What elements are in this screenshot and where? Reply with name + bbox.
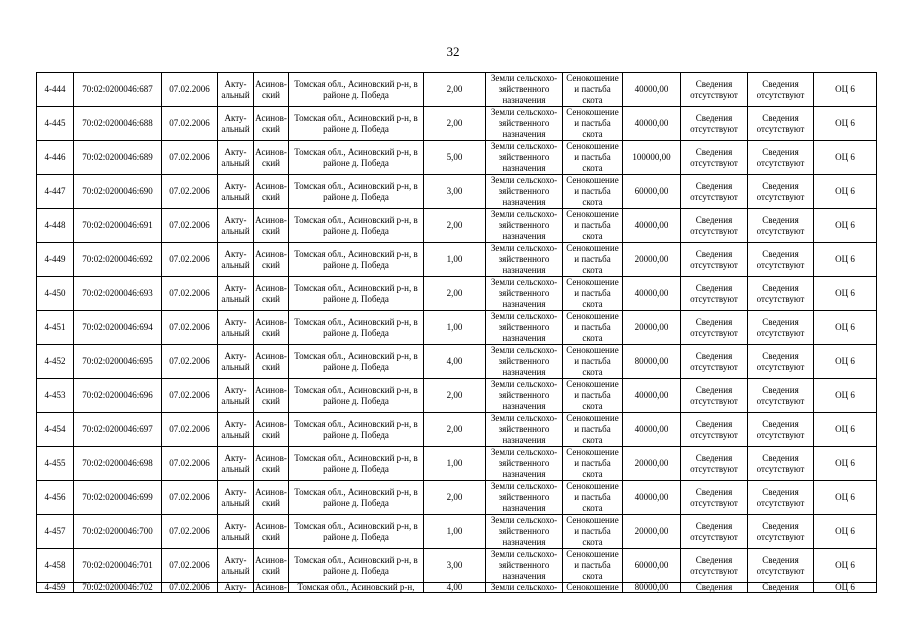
encumbrance-info-cell: Сведения отсутствуют xyxy=(748,481,814,515)
cadastral-number-cell: 70:02:0200046:698 xyxy=(74,447,162,481)
encumbrance-info-cell: Сведения отсутствуют xyxy=(748,73,814,107)
page-number: 32 xyxy=(446,44,460,59)
district-cell: Асинов-ский xyxy=(254,311,289,345)
district-cell: Асинов-ский xyxy=(254,345,289,379)
location-cell: Томская обл., Асиновский р-н, в районе д. Победа xyxy=(289,515,424,549)
rights-info-cell: Сведения отсутствуют xyxy=(681,379,748,413)
table-body xyxy=(37,73,877,593)
encumbrance-info-cell: Сведения отсутствуют xyxy=(748,311,814,345)
land-category-cell: Земли сельскохо- xyxy=(486,583,563,593)
registration-date-cell: 07.02.2006 xyxy=(162,73,218,107)
registration-date-cell: 07.02.2006 xyxy=(162,243,218,277)
location-cell: Томская обл., Асиновский р-н, в районе д. Победа xyxy=(289,311,424,345)
valuation-code-cell: ОЦ 6 xyxy=(814,583,877,593)
location-cell: Томская обл., Асиновский р-н, в районе д. Победа xyxy=(289,73,424,107)
row-number-cell: 4-455 xyxy=(37,447,74,481)
cadastral-value-cell: 60000,00 xyxy=(623,549,681,583)
valuation-code-cell: ОЦ 6 xyxy=(814,481,877,515)
row-number-cell: 4-456 xyxy=(37,481,74,515)
cadastral-value-cell: 20000,00 xyxy=(623,243,681,277)
cadastral-value-cell: 20000,00 xyxy=(623,515,681,549)
land-category-cell: Земли сельскохо-зяйственного назначения xyxy=(486,413,563,447)
land-category-cell: Земли сельскохо-зяйственного назначения xyxy=(486,311,563,345)
valuation-code-cell: ОЦ 6 xyxy=(814,345,877,379)
area-cell: 2,00 xyxy=(424,73,486,107)
cadastral-number-cell: 70:02:0200046:702 xyxy=(74,583,162,593)
table-row xyxy=(37,481,877,515)
permitted-use-cell: Сенокошение и пастьба скота xyxy=(563,345,623,379)
area-cell: 1,00 xyxy=(424,515,486,549)
rights-info-cell: Сведения отсутствуют xyxy=(681,209,748,243)
valuation-code-cell: ОЦ 6 xyxy=(814,447,877,481)
row-number-cell: 4-447 xyxy=(37,175,74,209)
encumbrance-info-cell: Сведения отсутствуют xyxy=(748,379,814,413)
cadastral-value-cell: 40000,00 xyxy=(623,413,681,447)
area-cell: 3,00 xyxy=(424,549,486,583)
valuation-code-cell: ОЦ 6 xyxy=(814,141,877,175)
cadastral-number-cell: 70:02:0200046:689 xyxy=(74,141,162,175)
table-row xyxy=(37,311,877,345)
status-cell: Акту-альный xyxy=(218,175,254,209)
valuation-code-cell: ОЦ 6 xyxy=(814,209,877,243)
status-cell: Акту-альный xyxy=(218,277,254,311)
area-cell: 2,00 xyxy=(424,481,486,515)
row-number-cell: 4-446 xyxy=(37,141,74,175)
table-row xyxy=(37,549,877,583)
registration-date-cell: 07.02.2006 xyxy=(162,141,218,175)
rights-info-cell: Сведения отсутствуют xyxy=(681,481,748,515)
cadastral-value-cell: 40000,00 xyxy=(623,107,681,141)
rights-info-cell: Сведения отсутствуют xyxy=(681,243,748,277)
cadastral-value-cell: 20000,00 xyxy=(623,311,681,345)
rights-info-cell: Сведения отсутствуют xyxy=(681,107,748,141)
permitted-use-cell: Сенокошение и пастьба скота xyxy=(563,209,623,243)
table-row xyxy=(37,209,877,243)
permitted-use-cell: Сенокошение xyxy=(563,583,623,593)
location-cell: Томская обл., Асиновский р-н, xyxy=(289,583,424,593)
location-cell: Томская обл., Асиновский р-н, в районе д. Победа xyxy=(289,175,424,209)
table-row xyxy=(37,515,877,549)
district-cell: Асинов-ский xyxy=(254,277,289,311)
cadastral-number-cell: 70:02:0200046:687 xyxy=(74,73,162,107)
cadastral-number-cell: 70:02:0200046:701 xyxy=(74,549,162,583)
rights-info-cell: Сведения отсутствуют xyxy=(681,515,748,549)
row-number-cell: 4-452 xyxy=(37,345,74,379)
rights-info-cell: Сведения отсутствуют xyxy=(681,73,748,107)
permitted-use-cell: Сенокошение и пастьба скота xyxy=(563,175,623,209)
location-cell: Томская обл., Асиновский р-н, в районе д. Победа xyxy=(289,413,424,447)
status-cell: Акту-альный xyxy=(218,209,254,243)
land-category-cell: Земли сельскохо-зяйственного назначения xyxy=(486,481,563,515)
registration-date-cell: 07.02.2006 xyxy=(162,549,218,583)
registration-date-cell: 07.02.2006 xyxy=(162,447,218,481)
cadastral-value-cell: 80000,00 xyxy=(623,345,681,379)
cadastral-value-cell: 40000,00 xyxy=(623,379,681,413)
registration-date-cell: 07.02.2006 xyxy=(162,277,218,311)
district-cell: Асинов-ский xyxy=(254,107,289,141)
valuation-code-cell: ОЦ 6 xyxy=(814,107,877,141)
permitted-use-cell: Сенокошение и пастьба скота xyxy=(563,413,623,447)
area-cell: 4,00 xyxy=(424,583,486,593)
location-cell: Томская обл., Асиновский р-н, в районе д. Победа xyxy=(289,243,424,277)
cadastral-value-cell: 40000,00 xyxy=(623,277,681,311)
cadastral-value-cell: 40000,00 xyxy=(623,209,681,243)
registration-date-cell: 07.02.2006 xyxy=(162,481,218,515)
status-cell: Акту-альный xyxy=(218,379,254,413)
district-cell: Асинов-ский xyxy=(254,379,289,413)
status-cell: Акту- xyxy=(218,583,254,593)
permitted-use-cell: Сенокошение и пастьба скота xyxy=(563,107,623,141)
area-cell: 2,00 xyxy=(424,277,486,311)
location-cell: Томская обл., Асиновский р-н, в районе д. Победа xyxy=(289,107,424,141)
district-cell: Асинов- xyxy=(255,582,287,592)
cadastral-value-cell: 40000,00 xyxy=(623,73,681,107)
status-cell: Акту-альный xyxy=(218,73,254,107)
location-cell: Томская обл., Асиновский р-н, в районе д. Победа xyxy=(289,277,424,311)
location-cell: Томская обл., Асиновский р-н, в районе д. Победа xyxy=(289,447,424,481)
area-cell: 5,00 xyxy=(424,141,486,175)
status-cell: Акту-альный xyxy=(218,345,254,379)
area-cell: 2,00 xyxy=(424,379,486,413)
district-cell: Асинов-ский xyxy=(254,243,289,277)
valuation-code-cell: ОЦ 6 xyxy=(814,379,877,413)
status-cell: Акту-альный xyxy=(218,481,254,515)
table-row xyxy=(37,413,877,447)
valuation-code-cell: ОЦ 6 xyxy=(814,243,877,277)
land-category-cell: Земли сельскохо-зяйственного назначения xyxy=(486,447,563,481)
cadastral-number-cell: 70:02:0200046:693 xyxy=(74,277,162,311)
land-category-cell: Земли сельскохо-зяйственного назначения xyxy=(486,141,563,175)
encumbrance-info-cell: Сведения отсутствуют xyxy=(748,447,814,481)
table-row xyxy=(37,379,877,413)
permitted-use-cell: Сенокошение и пастьба скота xyxy=(563,277,623,311)
row-number-cell: 4-449 xyxy=(37,243,74,277)
cadastral-value-cell: 60000,00 xyxy=(623,175,681,209)
cadastral-number-cell: 70:02:0200046:688 xyxy=(74,107,162,141)
location-cell: Томская обл., Асиновский р-н, в районе д. Победа xyxy=(289,549,424,583)
registration-date-cell: 07.02.2006 xyxy=(162,209,218,243)
registration-date-cell: 07.02.2006 xyxy=(162,515,218,549)
valuation-code-cell: ОЦ 6 xyxy=(814,515,877,549)
land-category-cell: Земли сельскохо-зяйственного назначения xyxy=(486,107,563,141)
cadastral-number-cell: 70:02:0200046:690 xyxy=(74,175,162,209)
permitted-use-cell: Сенокошение и пастьба скота xyxy=(563,379,623,413)
area-cell: 2,00 xyxy=(424,413,486,447)
cadastral-value-cell: 80000,00 xyxy=(623,583,681,593)
registration-date-cell: 07.02.2006 xyxy=(162,345,218,379)
permitted-use-cell: Сенокошение и пастьба скота xyxy=(563,481,623,515)
rights-info-cell: Сведения отсутствуют xyxy=(681,175,748,209)
encumbrance-info-cell: Сведения отсутствуют xyxy=(748,549,814,583)
table-row xyxy=(37,141,877,175)
cadastral-number-cell: 70:02:0200046:691 xyxy=(74,209,162,243)
land-category-cell: Земли сельскохо-зяйственного назначения xyxy=(486,209,563,243)
status-cell: Акту-альный xyxy=(218,549,254,583)
row-number-cell: 4-458 xyxy=(37,549,74,583)
table-row xyxy=(37,345,877,379)
rights-info-cell: Сведения отсутствуют xyxy=(681,447,748,481)
district-cell: Асинов-ский xyxy=(254,413,289,447)
encumbrance-info-cell: Сведения отсутствуют xyxy=(748,345,814,379)
district-cell: Асинов-ский xyxy=(254,175,289,209)
rights-info-cell: Сведения отсутствуют xyxy=(681,345,748,379)
registration-date-cell: 07.02.2006 xyxy=(162,311,218,345)
district-cell: Асинов-ский xyxy=(254,141,289,175)
status-cell: Акту-альный xyxy=(218,107,254,141)
land-category-cell: Земли сельскохо-зяйственного назначения xyxy=(486,73,563,107)
row-number-cell: 4-444 xyxy=(37,73,74,107)
encumbrance-info-cell: Сведения отсутствуют xyxy=(748,209,814,243)
row-number-cell: 4-459 xyxy=(37,583,74,593)
encumbrance-info-cell: Сведения отсутствуют xyxy=(748,515,814,549)
status-cell: Акту-альный xyxy=(218,243,254,277)
encumbrance-info-cell: Сведения xyxy=(748,583,814,593)
area-cell: 1,00 xyxy=(424,243,486,277)
cadastral-number-cell: 70:02:0200046:696 xyxy=(74,379,162,413)
rights-info-cell: Сведения отсутствуют xyxy=(681,413,748,447)
table-row xyxy=(37,107,877,141)
location-cell: Томская обл., Асиновский р-н, в районе д. Победа xyxy=(289,345,424,379)
location-cell: Томская обл., Асиновский р-н, в районе д. Победа xyxy=(289,481,424,515)
rights-info-cell: Сведения отсутствуют xyxy=(681,549,748,583)
status-cell: Акту-альный xyxy=(218,311,254,345)
land-category-cell: Земли сельскохо-зяйственного назначения xyxy=(486,243,563,277)
permitted-use-cell: Сенокошение и пастьба скота xyxy=(563,549,623,583)
row-number-cell: 4-448 xyxy=(37,209,74,243)
area-cell: 1,00 xyxy=(424,447,486,481)
district-cell: Асинов-ский xyxy=(254,549,289,583)
permitted-use-cell: Сенокошение и пастьба скота xyxy=(563,447,623,481)
rights-info-cell: Сведения отсутствуют xyxy=(681,277,748,311)
status-cell: Акту-альный xyxy=(218,515,254,549)
land-category-cell: Земли сельскохо-зяйственного назначения xyxy=(486,379,563,413)
permitted-use-cell: Сенокошение и пастьба скота xyxy=(563,515,623,549)
table-row xyxy=(37,243,877,277)
cadastral-number-cell: 70:02:0200046:694 xyxy=(74,311,162,345)
district-cell: Асинов-ский xyxy=(254,73,289,107)
status-cell: Акту-альный xyxy=(218,447,254,481)
valuation-code-cell: ОЦ 6 xyxy=(814,311,877,345)
district-cell: Асинов-ский xyxy=(254,447,289,481)
area-cell: 4,00 xyxy=(424,345,486,379)
land-registry-table xyxy=(36,72,877,593)
status-cell: Акту-альный xyxy=(218,413,254,447)
valuation-code-cell: ОЦ 6 xyxy=(814,73,877,107)
registration-date-cell: 07.02.2006 xyxy=(162,583,218,593)
row-number-cell: 4-457 xyxy=(37,515,74,549)
table-row xyxy=(37,447,877,481)
permitted-use-cell: Сенокошение и пастьба скота xyxy=(563,243,623,277)
registration-date-cell: 07.02.2006 xyxy=(162,107,218,141)
encumbrance-info-cell: Сведения отсутствуют xyxy=(748,277,814,311)
table-row xyxy=(37,73,877,107)
area-cell: 1,00 xyxy=(424,311,486,345)
cadastral-value-cell: 40000,00 xyxy=(623,481,681,515)
cadastral-number-cell: 70:02:0200046:697 xyxy=(74,413,162,447)
rights-info-cell: Сведения отсутствуют xyxy=(681,141,748,175)
table-row xyxy=(37,175,877,209)
valuation-code-cell: ОЦ 6 xyxy=(814,277,877,311)
cadastral-number-cell: 70:02:0200046:699 xyxy=(74,481,162,515)
district-cell: Асинов-ский xyxy=(254,515,289,549)
district-cell: Асинов-ский xyxy=(254,209,289,243)
area-cell: 2,00 xyxy=(424,209,486,243)
land-category-cell: Земли сельскохо-зяйственного назначения xyxy=(486,277,563,311)
area-cell: 2,00 xyxy=(424,107,486,141)
rights-info-cell: Сведения отсутствуют xyxy=(681,311,748,345)
location-cell: Томская обл., Асиновский р-н, в районе д. Победа xyxy=(289,379,424,413)
encumbrance-info-cell: Сведения отсутствуют xyxy=(748,175,814,209)
valuation-code-cell: ОЦ 6 xyxy=(814,549,877,583)
registration-date-cell: 07.02.2006 xyxy=(162,379,218,413)
registration-date-cell: 07.02.2006 xyxy=(162,175,218,209)
land-category-cell: Земли сельскохо-зяйственного назначения xyxy=(486,345,563,379)
status-cell: Акту-альный xyxy=(218,141,254,175)
table-row xyxy=(37,583,877,593)
row-number-cell: 4-454 xyxy=(37,413,74,447)
land-category-cell: Земли сельскохо-зяйственного назначения xyxy=(486,549,563,583)
registration-date-cell: 07.02.2006 xyxy=(162,413,218,447)
encumbrance-info-cell: Сведения отсутствуют xyxy=(748,141,814,175)
permitted-use-cell: Сенокошение и пастьба скота xyxy=(563,311,623,345)
row-number-cell: 4-451 xyxy=(37,311,74,345)
valuation-code-cell: ОЦ 6 xyxy=(814,413,877,447)
location-cell: Томская обл., Асиновский р-н, в районе д. Победа xyxy=(289,141,424,175)
row-number-cell: 4-453 xyxy=(37,379,74,413)
cadastral-number-cell: 70:02:0200046:695 xyxy=(74,345,162,379)
district-cell: Асинов-ский xyxy=(254,481,289,515)
row-number-cell: 4-450 xyxy=(37,277,74,311)
permitted-use-cell: Сенокошение и пастьба скота xyxy=(563,141,623,175)
cadastral-number-cell: 70:02:0200046:700 xyxy=(74,515,162,549)
valuation-code-cell: ОЦ 6 xyxy=(814,175,877,209)
table-row xyxy=(37,277,877,311)
cadastral-value-cell: 100000,00 xyxy=(623,141,681,175)
land-category-cell: Земли сельскохо-зяйственного назначения xyxy=(486,515,563,549)
area-cell: 3,00 xyxy=(424,175,486,209)
permitted-use-cell: Сенокошение и пастьба скота xyxy=(563,73,623,107)
encumbrance-info-cell: Сведения отсутствуют xyxy=(748,413,814,447)
rights-info-cell: Сведения xyxy=(681,583,748,593)
encumbrance-info-cell: Сведения отсутствуют xyxy=(748,107,814,141)
cadastral-number-cell: 70:02:0200046:692 xyxy=(74,243,162,277)
encumbrance-info-cell: Сведения отсутствуют xyxy=(748,243,814,277)
cadastral-value-cell: 20000,00 xyxy=(623,447,681,481)
location-cell: Томская обл., Асиновский р-н, в районе д. Победа xyxy=(289,209,424,243)
land-category-cell: Земли сельскохо-зяйственного назначения xyxy=(486,175,563,209)
row-number-cell: 4-445 xyxy=(37,107,74,141)
